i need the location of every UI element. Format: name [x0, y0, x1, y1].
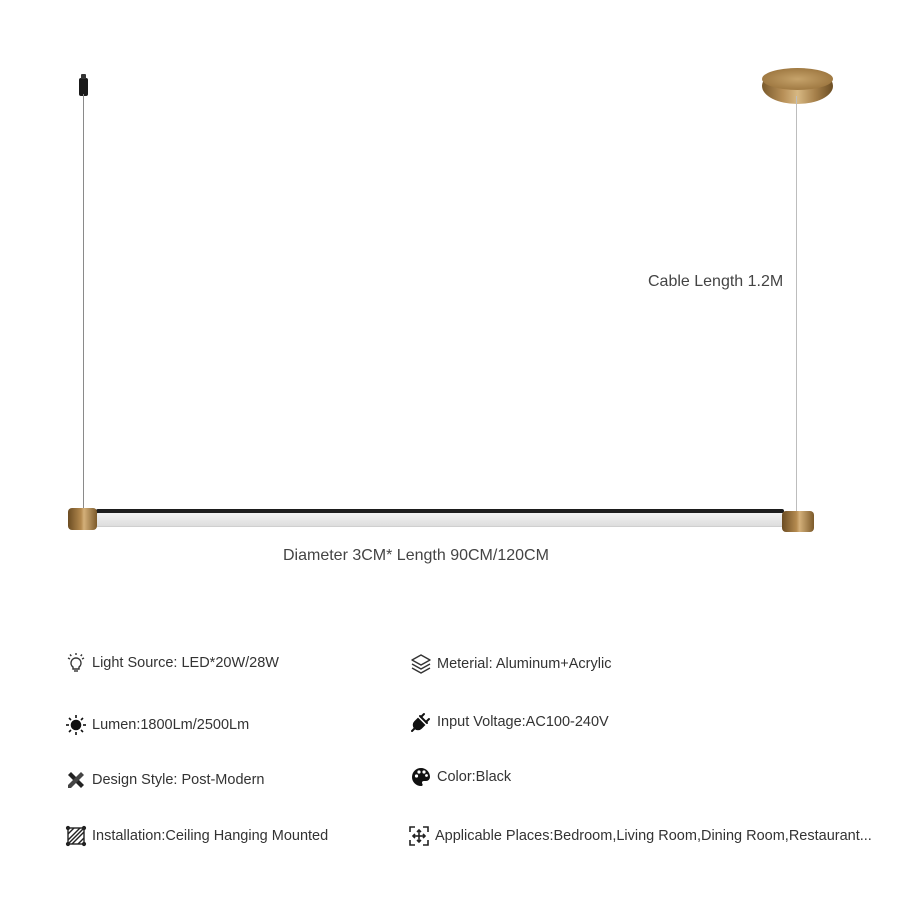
plug-icon: [409, 710, 433, 734]
spec-applicable-places-text: Applicable Places:Bedroom,Living Room,Dining Room,Restaurant...: [435, 828, 872, 844]
spec-material-text: Meterial: Aluminum+Acrylic: [437, 656, 612, 672]
ceiling-canopy-top: [762, 68, 833, 90]
left-end-cap: [68, 508, 97, 530]
spec-light-source: [64, 651, 279, 675]
spec-light-source-text: Light Source: LED*20W/28W: [92, 655, 279, 671]
spec-color-text: Color:Black: [437, 769, 512, 785]
spec-design-style-text: Design Style: Post-Modern: [92, 772, 265, 788]
lightbulb-icon: [64, 651, 88, 675]
installation-icon: [64, 824, 88, 848]
right-suspension-cable: [796, 96, 797, 514]
spec-installation: [64, 824, 328, 848]
spec-lumen-text: Lumen:1800Lm/2500Lm: [92, 717, 250, 733]
palette-icon: [409, 765, 433, 789]
spec-installation-text: Installation:Ceiling Hanging Mounted: [92, 828, 329, 844]
spec-material: [409, 652, 611, 676]
layers-icon: [409, 652, 433, 676]
light-tube: [96, 513, 784, 527]
sun-icon: [64, 713, 88, 737]
spec-voltage-text: Input Voltage:AC100-240V: [437, 714, 609, 730]
move-arrows-icon: [407, 824, 431, 848]
cable-length-label: Cable Length 1.2M: [648, 273, 784, 290]
spec-design-style: [64, 768, 264, 792]
dimensions-label: Diameter 3CM* Length 90CM/120CM: [283, 547, 549, 564]
right-end-cap: [782, 511, 814, 532]
left-suspension-cable: [83, 94, 84, 508]
spec-lumen: [64, 713, 249, 737]
spec-voltage: [409, 710, 609, 734]
spec-color: [409, 765, 511, 789]
ruler-pencil-icon: [64, 768, 88, 792]
spec-applicable-places: [407, 824, 872, 848]
